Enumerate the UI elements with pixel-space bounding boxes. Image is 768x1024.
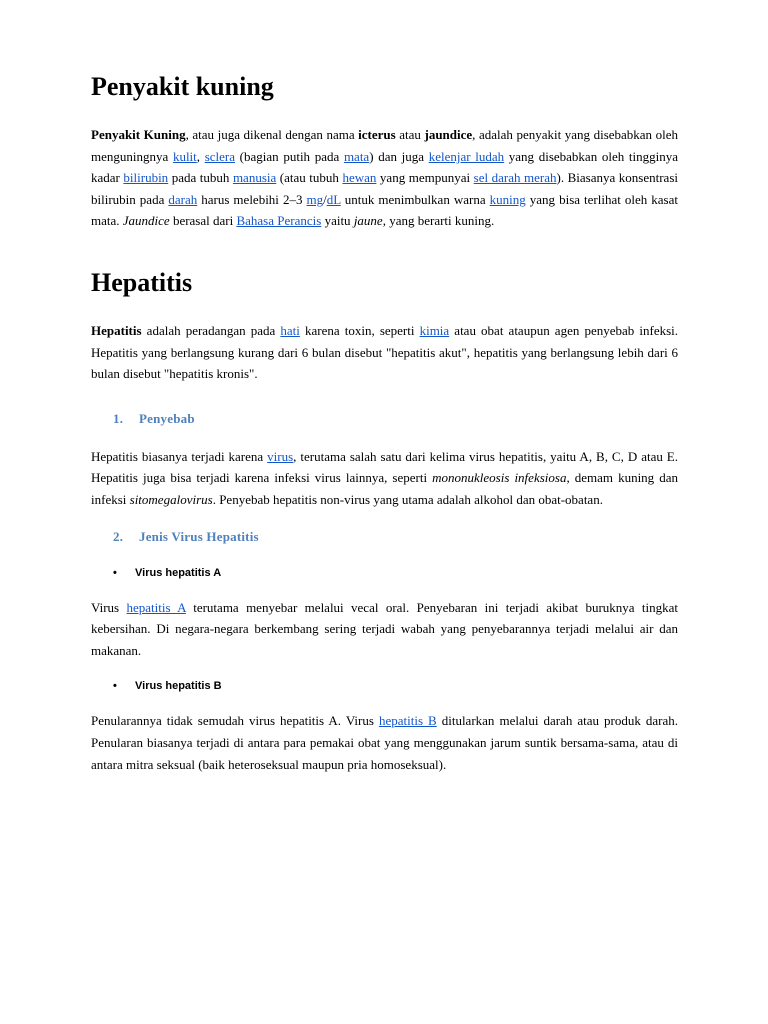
text: ) dan juga	[369, 148, 429, 164]
text: yang mempunyai	[376, 170, 474, 186]
text: , yang berarti kuning.	[382, 213, 495, 229]
text: ditularkan melalui darah atau produk darah. Penularan biasanya terjadi di antara para pemakai obat yang menggunakan jarum suntik bersama-sama, atau di antara mitra seksual (baik heteroseksual maupun pria homoseksual).	[91, 713, 678, 772]
text: terutama menyebar melalui vecal oral. Penyebaran ini terjadi akibat buruknya tingkat kebersihan. Di negara-negara berkembang sering terjadi wabah yang penyebarannya terjadi melalui air dan makanan.	[91, 599, 679, 658]
link-mata[interactable]: mata	[343, 148, 370, 164]
subheading-jenis-virus	[91, 527, 678, 547]
bold-term: Penyakit Kuning	[91, 127, 186, 142]
text: atau obat ataupun agen penyebab infeksi. Hepatitis yang berlangsung kurang dari 6 bulan disebut "hepatitis akut", hepatitis yang berlangsung lebih dari 6 bulan disebut "hepatitis kronis".	[91, 322, 679, 382]
link-bilirubin[interactable]: bilirubin	[123, 170, 169, 186]
text: (atau tubuh	[276, 170, 343, 186]
text: Virus	[91, 599, 127, 615]
text: untuk menimbulkan warna	[340, 191, 490, 207]
bullet-dot: •	[113, 680, 117, 693]
text: /	[323, 191, 327, 207]
bullet-virus-hepatitis-b	[91, 677, 678, 695]
link-mg[interactable]: mg	[306, 191, 324, 207]
italic-term: sitomegalovirus	[129, 491, 213, 507]
document-content	[91, 70, 678, 775]
link-sclera[interactable]: sclera	[204, 148, 236, 164]
text: , atau juga dikenal dengan nama	[185, 127, 359, 142]
bullet-label: Virus hepatitis A	[135, 566, 222, 579]
bullet-dot: •	[113, 566, 117, 579]
link-manusia[interactable]: manusia	[232, 170, 277, 186]
italic-term: jaune	[353, 213, 383, 229]
italic-term: mononukleosis infeksiosa	[432, 470, 567, 486]
link-hepatitis-b[interactable]: hepatitis B	[378, 713, 437, 729]
text: yang bisa terlihat oleh kasat mata.	[91, 191, 678, 229]
text: berasal dari	[169, 213, 237, 229]
bold-term: jaundice	[424, 127, 473, 142]
link-kulit[interactable]: kulit	[172, 148, 197, 164]
link-dl[interactable]: dL	[326, 191, 341, 207]
text: ). Biasanya konsentrasi bilirubin pada	[91, 170, 679, 207]
italic-term: Jaundice	[122, 213, 170, 229]
subheading-label: Penyebab	[139, 410, 195, 426]
link-kimia[interactable]: kimia	[419, 322, 450, 338]
text: yang disebabkan oleh tingginya kadar	[91, 148, 679, 186]
title-penyakit-kuning: Penyakit kuning	[91, 72, 274, 101]
text: Hepatitis biasanya terjadi karena	[91, 448, 268, 464]
subheading-label: Jenis Virus Hepatitis	[139, 528, 259, 544]
bold-term: icterus	[358, 127, 396, 142]
link-hati[interactable]: hati	[280, 322, 300, 338]
link-kelenjar-ludah[interactable]: kelenjar ludah	[428, 148, 505, 164]
link-virus[interactable]: virus	[267, 448, 294, 464]
text: yaitu	[321, 213, 354, 229]
text: , demam kuning dan infeksi	[91, 470, 679, 507]
link-darah[interactable]: darah	[168, 191, 198, 207]
text: . Penyebab hepatitis non-virus yang utama adalah alkohol dan obat-obatan.	[212, 491, 603, 507]
link-hewan[interactable]: hewan	[342, 170, 377, 186]
list-number: 1.	[113, 410, 124, 426]
bold-term: Hepatitis	[91, 322, 142, 338]
title-hepatitis: Hepatitis	[91, 267, 193, 297]
text: (bagian putih pada	[235, 148, 344, 164]
link-hepatitis-a[interactable]: hepatitis A	[126, 599, 186, 615]
paragraph-hepatitis	[91, 320, 678, 385]
paragraph-penyebab	[91, 446, 678, 511]
bullet-label: Virus hepatitis B	[135, 680, 222, 693]
text: atau	[395, 127, 425, 142]
text: Penularannya tidak semudah virus hepatitis A. Virus	[91, 713, 379, 729]
text: adalah peradangan pada	[141, 322, 281, 338]
text: karena toxin, seperti	[299, 322, 420, 338]
paragraph-penyakit-kuning	[91, 124, 678, 232]
text: ,	[196, 148, 205, 164]
paragraph-hepatitis-b	[91, 710, 678, 775]
link-kuning[interactable]: kuning	[489, 191, 526, 207]
text: harus melebihi 2–3	[197, 191, 307, 207]
link-bahasa-perancis[interactable]: Bahasa Perancis	[236, 213, 322, 229]
list-number: 2.	[113, 528, 124, 544]
text: , terutama salah satu dari kelima virus hepatitis, yaitu A, B, C, D atau E. Hepatitis juga bisa terjadi karena infeksi virus lainnya, seperti	[91, 448, 679, 486]
bullet-virus-hepatitis-a	[91, 564, 678, 582]
text: pada tubuh	[168, 170, 233, 186]
subheading-penyebab	[91, 409, 678, 429]
text: , adalah penyakit yang disebabkan oleh menguningnya	[91, 127, 678, 164]
paragraph-hepatitis-a	[91, 597, 678, 662]
link-sel-darah-merah[interactable]: sel darah merah	[473, 170, 557, 186]
